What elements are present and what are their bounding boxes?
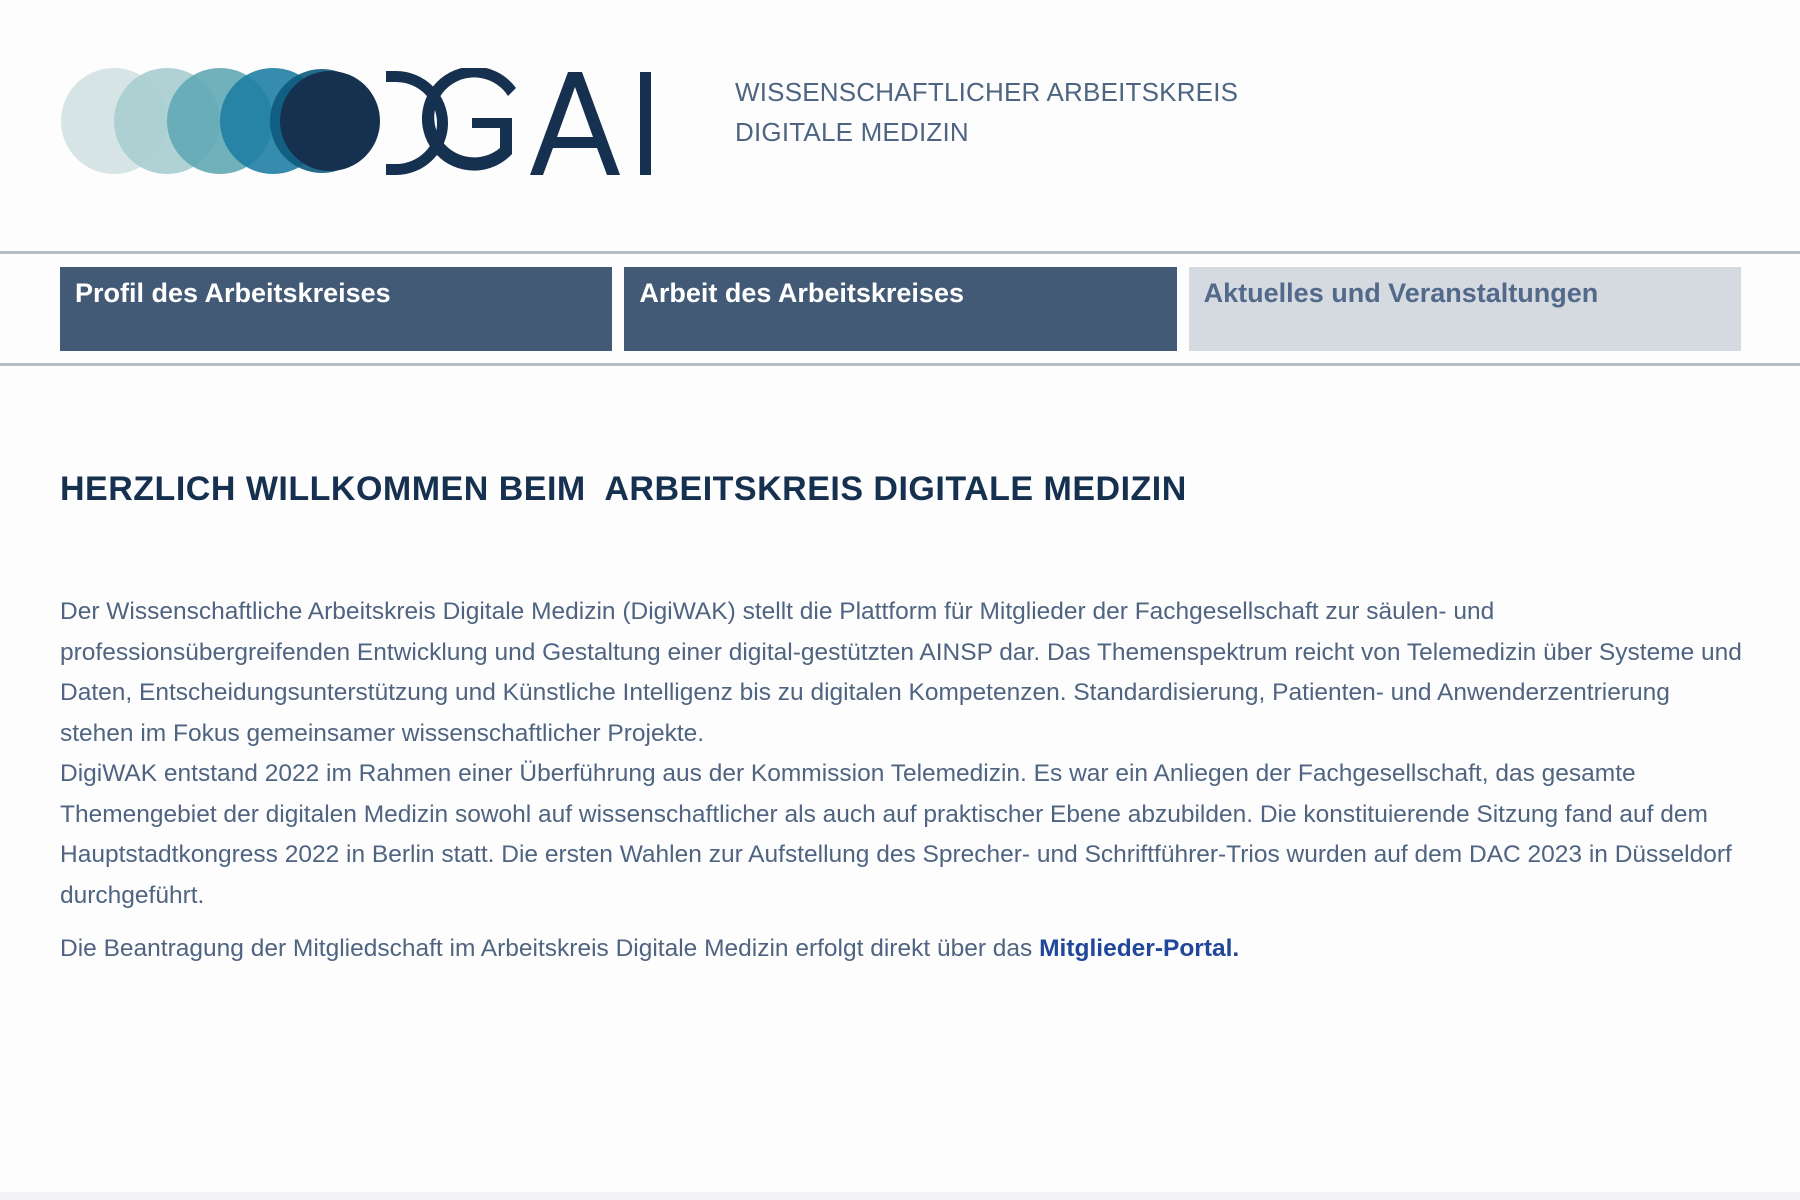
intro-paragraph-1: Der Wissenschaftliche Arbeitskreis Digitale Medizin (DigiWAK) stellt die Plattform für Mitglieder der Fachgesellschaft zur säulen- und professionsübergreifenden Entwicklung und Gestaltung einer digital-gestützten AINSP dar. Das Themenspektrum reicht von Telemedizin über Systeme und Daten, Entscheidungsunterstützung und Künstliche Intelligenz bis zu digitalen Kompetenzen. Standardisierung, Patienten- und Anwenderzentrierung stehen im Fokus gemeinsamer wissenschaftlicher Projekte. [60,598,1742,747]
member-portal-link[interactable]: Mitglieder-Portal. [1039,935,1240,962]
site-header [0,0,1800,250]
nav-item-profil[interactable]: Profil des Arbeitskreises [60,267,612,351]
page-title: HERZLICH WILLKOMMEN BEIM ARBEITSKREIS DIGITALE MEDIZIN [60,470,1187,508]
tagline-line-2: DIGITALE MEDIZIN [735,117,969,147]
intro-text [60,592,1750,970]
nav-divider-top [0,251,1800,254]
site-tagline [735,72,1238,152]
membership-paragraph [60,929,1750,970]
nav-item-aktuelles[interactable]: Aktuelles und Veranstaltungen [1189,267,1741,351]
main-content [60,470,1750,962]
page-bottom-edge [0,1192,1800,1200]
nav-divider-bottom [0,363,1800,366]
membership-text: Die Beantragung der Mitgliedschaft im Arbeitskreis Digitale Medizin erfolgt direkt über das [60,935,1040,962]
dgai-logo[interactable] [60,68,680,180]
intro-paragraph-2: DigiWAK entstand 2022 im Rahmen einer Überführung aus der Kommission Telemedizin. Es war ein Anliegen der Fachgesellschaft, das gesamte Themengebiet der digitalen Medizin sowohl auf wissenschaftlicher als auch auf praktischer Ebene abzubilden. Die konstituierende Sitzung fand auf dem Hauptstadtkongress 2022 in Berlin statt. Die ersten Wahlen zur Aufstellung des Sprecher- und Schriftführer-Trios wurden auf dem DAC 2023 in Düsseldorf durchgeführt. [60,760,1732,909]
tagline-line-1: WISSENSCHAFTLICHER ARBEITSKREIS [735,77,1239,107]
main-navigation [60,267,1741,351]
nav-item-arbeit[interactable]: Arbeit des Arbeitskreises [624,267,1176,351]
